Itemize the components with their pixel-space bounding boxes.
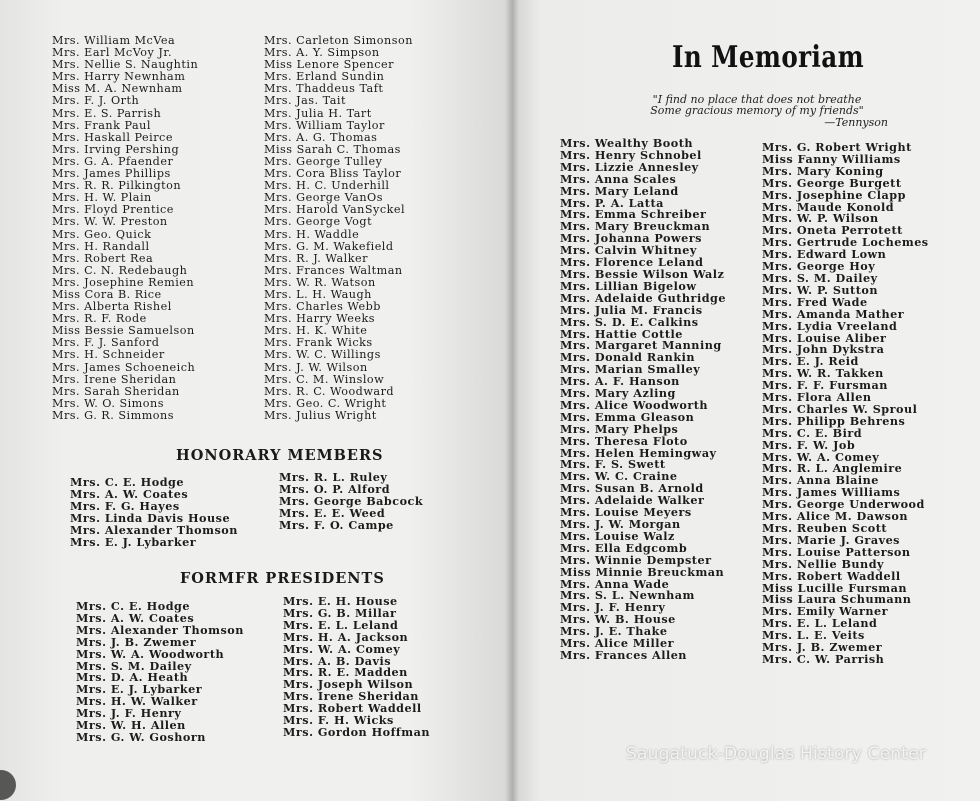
name-entry: Mrs. Haskall Peirce	[52, 130, 173, 144]
name-entry: Mrs. A. W. Coates	[76, 610, 195, 625]
name-entry: Mrs. E. J. Lybarker	[70, 534, 197, 549]
name-entry: Mrs. Alberta Rishel	[52, 300, 172, 314]
name-entry: Mrs. W. W. Preston	[52, 215, 168, 229]
name-entry: Mrs. Ella Edgcomb	[560, 540, 688, 555]
name-entry: Mrs. Mary Koning	[762, 163, 884, 178]
name-entry: Mrs. W. R. Watson	[264, 275, 376, 289]
honorary-members-heading: HONORARY MEMBERS	[176, 447, 384, 464]
name-entry: Mrs. R. F. Rode	[52, 312, 147, 326]
name-entry: Mrs. Alice Woodworth	[560, 397, 709, 412]
name-entry: Mrs. Joseph Wilson	[283, 677, 414, 692]
name-entry: Mrs. A. W. Coates	[70, 486, 189, 501]
name-entry: Mrs. Adelaide Walker	[560, 493, 705, 508]
name-entry: Miss M. A. Newnham	[52, 82, 183, 96]
name-entry: Mrs. A. Y. Simpson	[264, 46, 380, 60]
page-gutter	[505, 0, 519, 801]
name-entry: Mrs. Calvin Whitney	[560, 243, 697, 258]
name-entry: Mrs. H. W. Plain	[52, 191, 152, 205]
tennyson-quote	[622, 94, 892, 128]
name-entry: Miss Minnie Breuckman	[560, 564, 725, 579]
quote-attribution: —Tennyson	[824, 115, 888, 129]
name-entry: Mrs. A. F. Hanson	[560, 374, 680, 389]
name-entry: Mrs. Nellie S. Naughtin	[52, 58, 199, 72]
name-entry: Mrs. Charles Webb	[264, 300, 381, 314]
name-entry: Mrs. W. R. Takken	[762, 366, 884, 381]
honorary-list-col2	[279, 472, 423, 532]
name-entry: Mrs. Anna Blaine	[762, 473, 879, 488]
name-entry: Mrs. Frank Paul	[52, 118, 151, 132]
name-entry: Mrs. F. W. Job	[762, 437, 856, 452]
name-entry: Miss Lenore Spencer	[264, 58, 394, 72]
name-entry: Mrs. J. F. Henry	[560, 600, 666, 615]
name-entry: Mrs. W. A. Woodworth	[76, 646, 225, 661]
name-entry: Mrs. Harry Weeks	[264, 312, 376, 326]
name-entry: Mrs. J. E. Thake	[560, 624, 668, 639]
name-entry: Mrs. Fred Wade	[762, 294, 868, 309]
name-entry: Mrs. Donald Rankin	[560, 350, 695, 365]
name-entry: Mrs. Thaddeus Taft	[264, 82, 384, 96]
name-entry: Mrs. C. M. Winslow	[264, 372, 385, 386]
name-entry: Mrs. W. C. Willings	[264, 348, 381, 362]
name-entry: Mrs. W. A. Comey	[283, 641, 401, 656]
name-entry: Mrs. E. E. Weed	[279, 505, 386, 520]
name-entry: Mrs. A. B. Davis	[283, 653, 392, 668]
name-entry: Mrs. G. M. Wakefield	[264, 239, 394, 253]
name-entry: Mrs. Frances Waltman	[264, 263, 403, 277]
name-entry: Miss Lucille Fursman	[762, 580, 907, 595]
name-entry: Mrs. R. R. Pilkington	[52, 179, 182, 193]
name-entry: Mrs. Alexander Thomson	[70, 522, 238, 537]
name-entry: Mrs. C. E. Hodge	[70, 475, 184, 489]
name-entry: Mrs. Robert Waddell	[283, 701, 422, 716]
name-entry: Mrs. H. C. Underhill	[264, 179, 390, 193]
name-entry: Mrs. R. E. Madden	[283, 665, 408, 680]
name-entry: Mrs. Adelaide Guthridge	[560, 290, 726, 305]
name-entry: Mrs. Harry Newnham	[52, 70, 186, 84]
name-entry: Mrs. Florence Leland	[560, 255, 704, 270]
name-entry: Mrs. O. P. Alford	[279, 481, 391, 496]
name-entry: Mrs. Henry Schnobel	[560, 147, 702, 162]
name-entry: Mrs. H. Waddle	[264, 227, 360, 241]
name-entry: Mrs. Earl McVoy Jr.	[52, 46, 173, 60]
name-entry: Mrs. Louise Patterson	[762, 544, 911, 559]
name-entry: Mrs. Louise Walz	[560, 528, 675, 543]
name-entry: Mrs. Julius Wright	[264, 408, 377, 422]
name-entry: Mrs. Louise Aliber	[762, 330, 887, 345]
name-entry: Mrs. G. A. Pfaender	[52, 154, 174, 168]
name-entry: Mrs. R. L. Ruley	[279, 470, 388, 484]
history-center-watermark: Saugatuck-Douglas History Center	[626, 744, 926, 764]
name-entry: Mrs. W. A. Comey	[762, 449, 880, 464]
name-entry: Miss Fanny Williams	[762, 151, 901, 166]
name-entry: Mrs. Philipp Behrens	[762, 413, 906, 428]
name-entry: Mrs. Carleton Simonson	[264, 34, 413, 47]
name-entry: Mrs. A. G. Thomas	[264, 130, 378, 144]
name-entry: Mrs. Johanna Powers	[560, 231, 702, 246]
name-entry: Mrs. Winnie Dempster	[560, 552, 712, 567]
name-entry: Mrs. James Phillips	[52, 167, 171, 181]
former-presidents-list-col1	[76, 601, 244, 744]
name-entry: Mrs. Robert Waddell	[762, 568, 901, 583]
name-entry: Mrs. E. S. Parrish	[52, 106, 162, 120]
name-entry: Mrs. Geo. C. Wright	[264, 396, 387, 410]
in-memoriam-title: In Memoriam	[672, 40, 865, 75]
name-entry: Mrs. G. R. Simmons	[52, 408, 174, 422]
name-entry: Mrs. H. Schneider	[52, 348, 165, 362]
name-entry: Mrs. Alexander Thomson	[76, 622, 244, 637]
members-list-col1	[52, 35, 198, 422]
name-entry: Mrs. Anna Wade	[560, 576, 670, 591]
name-entry: Mrs. E. J. Lybarker	[76, 682, 203, 697]
former-presidents-heading: FORMFR PRESIDENTS	[180, 570, 385, 587]
name-entry: Mrs. F. S. Swett	[560, 457, 666, 472]
name-entry: Mrs. G. W. Goshorn	[76, 729, 206, 744]
name-entry: Mrs. Oneta Perrotett	[762, 223, 903, 238]
name-entry: Mrs. Josephine Clapp	[762, 187, 906, 202]
name-entry: Mrs. William Taylor	[264, 118, 385, 132]
name-entry: Mrs. C. W. Parrish	[762, 651, 885, 666]
name-entry: Miss Bessie Samuelson	[52, 324, 195, 338]
name-entry: Mrs. Edward Lown	[762, 247, 887, 262]
name-entry: Mrs. Marie J. Graves	[762, 532, 900, 547]
name-entry: Mrs. James Williams	[762, 485, 901, 500]
name-entry: Mrs. H. W. Walker	[76, 694, 198, 709]
memoriam-list-col1	[560, 138, 726, 662]
name-entry: Mrs. John Dykstra	[762, 342, 885, 357]
name-entry: Mrs. Anna Scales	[560, 171, 677, 186]
name-entry: Mrs. H. K. White	[264, 324, 368, 338]
name-entry: Mrs. W. P. Wilson	[762, 211, 879, 226]
name-entry: Mrs. William McVea	[52, 34, 176, 47]
honorary-list-col1	[70, 477, 238, 548]
name-entry: Mrs. S. D. E. Calkins	[560, 314, 699, 329]
name-entry: Mrs. Jas. Tait	[264, 94, 347, 108]
name-entry: Mrs. S. M. Dailey	[76, 658, 192, 673]
quote-line-1: "I find no place that does not breathe	[652, 93, 862, 106]
name-entry: Mrs. J. W. Wilson	[264, 360, 368, 374]
name-entry: Mrs. George Underwood	[762, 497, 925, 512]
name-entry: Mrs. Reuben Scott	[762, 521, 888, 535]
name-entry: Mrs. Mary Phelps	[560, 421, 679, 436]
name-entry: Mrs. F. J. Orth	[52, 94, 140, 108]
name-entry: Mrs. E. L. Leland	[762, 616, 878, 631]
name-entry: Mrs. Louise Meyers	[560, 505, 692, 520]
name-entry: Mrs. Lillian Bigelow	[560, 278, 697, 293]
name-entry: Mrs. F. H. Wicks	[283, 713, 394, 728]
name-entry: Mrs. J. W. Morgan	[560, 517, 681, 531]
memoriam-list-col2	[762, 142, 929, 666]
name-entry: Mrs. Margaret Manning	[560, 338, 722, 353]
name-entry: Mrs. C. E. Hodge	[76, 599, 190, 613]
name-entry: Mrs. C. E. Bird	[762, 425, 863, 440]
name-entry: Mrs. S. L. Newnham	[560, 588, 695, 603]
name-entry: Mrs. Alice Miller	[560, 636, 675, 651]
name-entry: Mrs. Sarah Sheridan	[52, 384, 180, 398]
name-entry: Mrs. Hattie Cottle	[560, 326, 683, 341]
name-entry: Mrs. Gertrude Lochemes	[762, 235, 929, 250]
name-entry: Mrs. Floyd Prentice	[52, 203, 174, 217]
name-entry: Mrs. W. H. Allen	[76, 718, 186, 733]
name-entry: Mrs. Geo. Quick	[52, 227, 152, 241]
name-entry: Mrs. Lizzie Annesley	[560, 159, 699, 174]
name-entry: Mrs. R. L. Anglemire	[762, 461, 903, 476]
name-entry: Mrs. H. A. Jackson	[283, 629, 409, 644]
name-entry: Mrs. W. B. House	[560, 612, 676, 627]
name-entry: Miss Sarah C. Thomas	[264, 142, 401, 156]
name-entry: Mrs. Julia H. Tart	[264, 106, 372, 120]
name-entry: Mrs. Amanda Mather	[762, 306, 905, 321]
name-entry: Mrs. Erland Sundin	[264, 70, 385, 84]
name-entry: Mrs. Irene Sheridan	[283, 689, 419, 704]
name-entry: Mrs. H. Randall	[52, 239, 150, 253]
name-entry: Mrs. L. H. Waugh	[264, 287, 372, 301]
name-entry: Mrs. George Tulley	[264, 154, 383, 168]
name-entry: Mrs. R. J. Walker	[264, 251, 368, 265]
name-entry: Mrs. Nellie Bundy	[762, 556, 885, 571]
name-entry: Mrs. R. C. Woodward	[264, 384, 395, 398]
name-entry: Mrs. Charles W. Sproul	[762, 401, 918, 416]
name-entry: Mrs. C. N. Redebaugh	[52, 263, 188, 277]
name-entry: Mrs. Gordon Hoffman	[283, 724, 430, 739]
name-entry: Mrs. Maude Konold	[762, 199, 895, 214]
name-entry: Mrs. Julia M. Francis	[560, 302, 703, 317]
name-entry: Mrs. J. B. Zwemer	[762, 640, 883, 655]
former-presidents-list-col2	[283, 596, 430, 739]
name-entry: Mrs. W. P. Sutton	[762, 282, 878, 297]
name-entry: Mrs. S. M. Dailey	[762, 270, 878, 285]
name-entry: Mrs. G. Robert Wright	[762, 140, 912, 154]
name-entry: Mrs. Harold VanSyckel	[264, 203, 406, 217]
name-entry: Mrs. P. A. Latta	[560, 195, 664, 210]
name-entry: Mrs. Emma Gleason	[560, 409, 695, 424]
name-entry: Mrs. Susan B. Arnold	[560, 481, 704, 496]
name-entry: Mrs. F. F. Fursman	[762, 378, 888, 393]
name-entry: Mrs. L. E. Veits	[762, 628, 865, 643]
name-entry: Mrs. Helen Hemingway	[560, 445, 717, 460]
name-entry: Mrs. Irene Sheridan	[52, 372, 177, 386]
name-entry: Mrs. Irving Pershing	[52, 142, 180, 156]
name-entry: Mrs. F. J. Sanford	[52, 336, 160, 350]
name-entry: Mrs. W. C. Craine	[560, 469, 678, 484]
name-entry: Mrs. George Babcock	[279, 493, 424, 508]
name-entry: Mrs. E. H. House	[283, 594, 398, 608]
name-entry: Mrs. Emma Schreiber	[560, 207, 707, 222]
name-entry: Mrs. James Schoeneich	[52, 360, 196, 374]
quote-line-2: Some gracious memory of my friends"	[650, 104, 864, 118]
name-entry: Mrs. Josephine Remien	[52, 275, 195, 289]
name-entry: Mrs. Mary Leland	[560, 183, 679, 198]
name-entry: Mrs. Alice M. Dawson	[762, 509, 909, 524]
name-entry: Mrs. Bessie Wilson Walz	[560, 266, 725, 281]
name-entry: Mrs. Frank Wicks	[264, 336, 373, 350]
name-entry: Mrs. Theresa Floto	[560, 433, 688, 448]
name-entry: Mrs. Wealthy Booth	[560, 136, 694, 150]
name-entry: Mrs. Mary Azling	[560, 386, 676, 401]
name-entry: Mrs. W. O. Simons	[52, 396, 164, 410]
name-entry: Mrs. Frances Allen	[560, 647, 687, 662]
members-list-col2	[264, 35, 413, 422]
name-entry: Miss Cora B. Rice	[52, 287, 162, 301]
name-entry: Mrs. Flora Allen	[762, 390, 872, 405]
name-entry: Mrs. Linda Davis House	[70, 510, 231, 525]
name-entry: Mrs. J. B. Zwemer	[76, 634, 197, 649]
name-entry: Miss Laura Schumann	[762, 592, 912, 607]
name-entry: Mrs. Robert Rea	[52, 251, 154, 265]
name-entry: Mrs. E. J. Reid	[762, 354, 859, 369]
name-entry: Mrs. G. B. Millar	[283, 605, 397, 620]
name-entry: Mrs. F. G. Hayes	[70, 498, 180, 513]
name-entry: Mrs. D. A. Heath	[76, 670, 189, 685]
name-entry: Mrs. J. F. Henry	[76, 706, 182, 721]
name-entry: Mrs. Marian Smalley	[560, 362, 701, 377]
name-entry: Mrs. George Burgett	[762, 175, 902, 190]
name-entry: Mrs. E. L. Leland	[283, 617, 399, 632]
name-entry: Mrs. F. O. Campe	[279, 517, 394, 532]
name-entry: Mrs. George VanOs	[264, 191, 383, 205]
name-entry: Mrs. George Vogt	[264, 215, 373, 229]
name-entry: Mrs. Mary Breuckman	[560, 219, 711, 234]
name-entry: Mrs. Cora Bliss Taylor	[264, 167, 402, 181]
name-entry: Mrs. George Hoy	[762, 259, 876, 274]
name-entry: Mrs. Emily Warner	[762, 604, 889, 619]
name-entry: Mrs. Lydia Vreeland	[762, 318, 898, 333]
